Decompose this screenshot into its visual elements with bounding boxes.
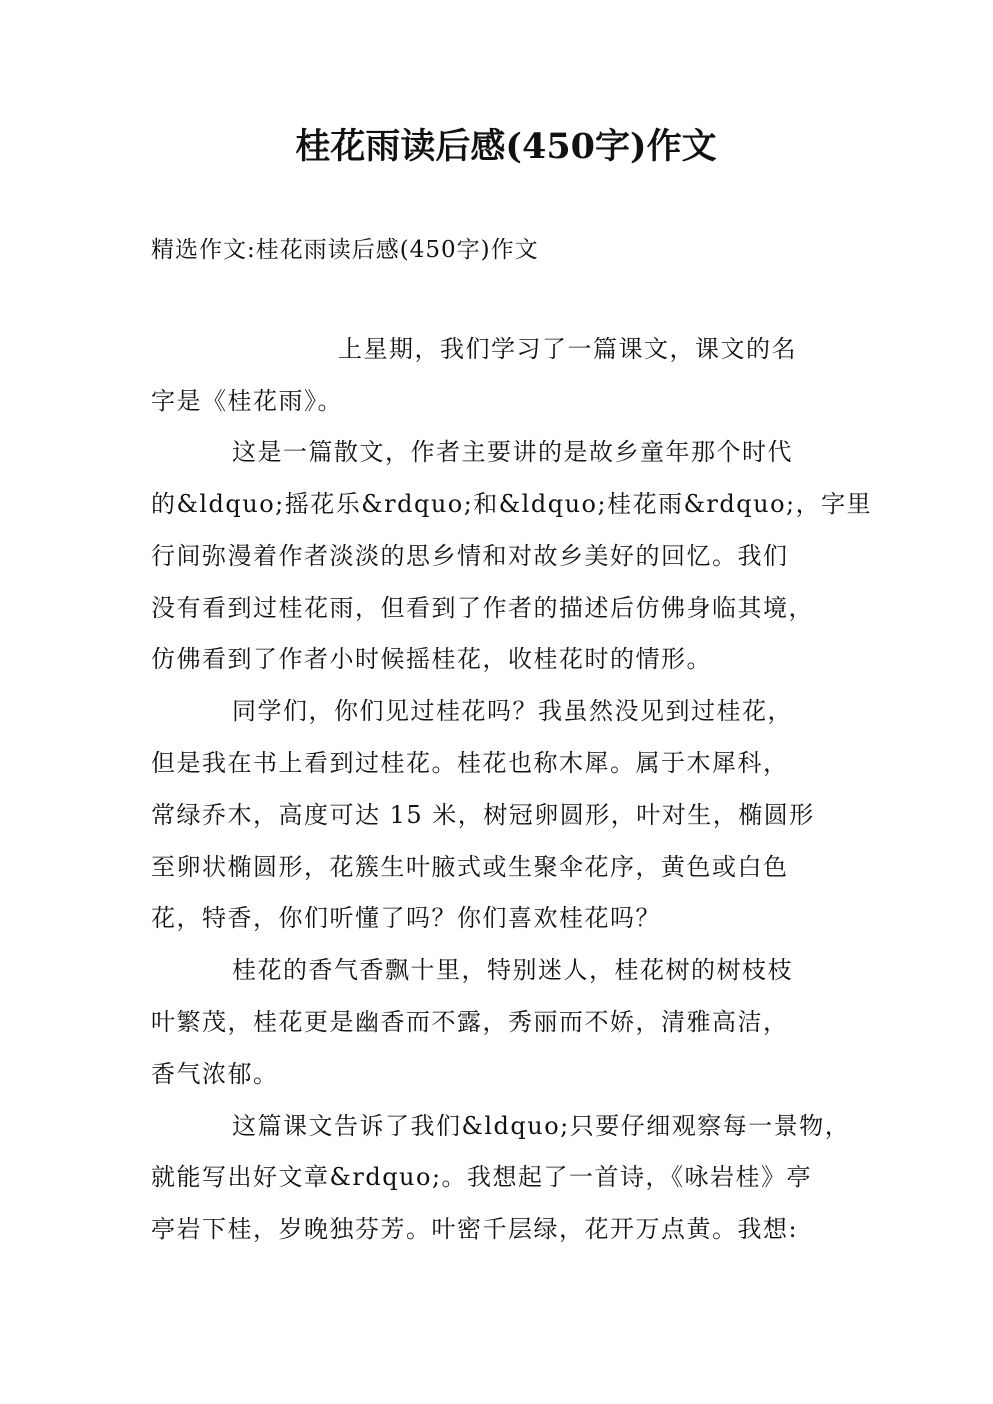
document-subtitle: 精选作文:桂花雨读后感(450字)作文 <box>151 237 539 263</box>
body-line: 这篇课文告诉了我们&ldquo;只要仔细观察每一景物， <box>232 1112 851 1140</box>
body-line: 常绿乔木，高度可达 15 米，树冠卵圆形，叶对生，椭圆形 <box>151 801 815 829</box>
body-line: 同学们，你们见过桂花吗？我虽然没见到过桂花， <box>232 697 793 725</box>
body-line: 字是《桂花雨》。 <box>151 387 343 415</box>
body-line: 至卵状椭圆形，花簇生叶腋式或生聚伞花序，黄色或白色 <box>151 853 789 881</box>
body-line: 桂花的香气香飘十里，特别迷人，桂花树的树枝枝 <box>232 956 793 984</box>
body-line: 亭岩下桂，岁晚独芬芳。叶密千层绿，花开万点黄。我想: <box>151 1215 799 1243</box>
body-line: 行间弥漫着作者淡淡的思乡情和对故乡美好的回忆。我们 <box>151 542 789 570</box>
body-line: 花，特香，你们听懂了吗？你们喜欢桂花吗？ <box>151 904 661 932</box>
body-line: 就能写出好文章&rdquo;。我想起了一首诗，《咏岩桂》亭 <box>151 1163 813 1191</box>
body-line: 的&ldquo;摇花乐&rdquo;和&ldquo;桂花雨&rdquo;，字里 <box>151 490 873 518</box>
body-line: 香气浓郁。 <box>151 1060 279 1088</box>
body-line: 上星期，我们学习了一篇课文，课文的名 <box>338 335 797 363</box>
body-line: 这是一篇散文，作者主要讲的是故乡童年那个时代 <box>232 438 793 466</box>
body-line: 仿佛看到了作者小时候摇桂花，收桂花时的情形。 <box>151 645 712 673</box>
body-line: 没有看到过桂花雨，但看到了作者的描述后仿佛身临其境， <box>151 594 814 622</box>
body-line: 但是我在书上看到过桂花。桂花也称木犀。属于木犀科， <box>151 749 789 777</box>
document-title: 桂花雨读后感(450字)作文 <box>295 126 717 167</box>
body-line: 叶繁茂，桂花更是幽香而不露，秀丽而不娇，清雅高洁， <box>151 1008 789 1036</box>
